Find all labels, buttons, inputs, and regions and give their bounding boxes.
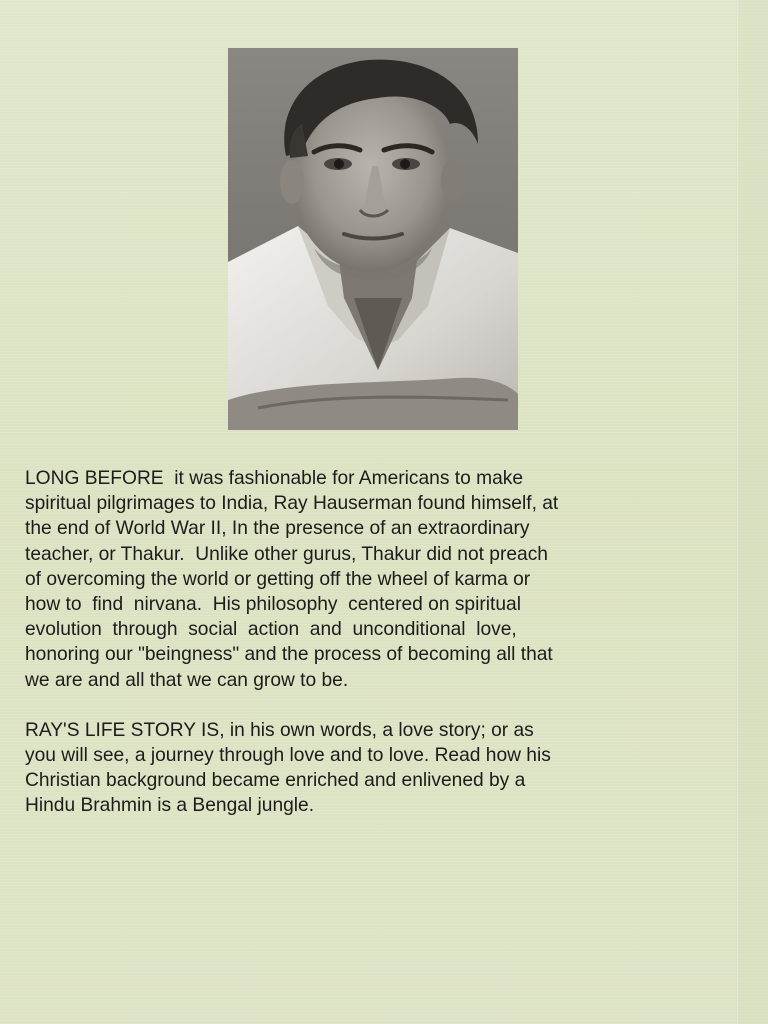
blurb-line: we are and all that we can grow to be. [25, 669, 349, 691]
blurb-line: of overcoming the world or getting off the wheel of karma or [25, 568, 531, 590]
blurb-line: Hindu Brahmin is a Bengal jungle. [25, 795, 315, 817]
back-cover-blurb [25, 466, 725, 819]
blurb-line: teacher, or Thakur. Unlike other gurus, Thakur did not preach [25, 543, 548, 565]
blurb-line: RAY'S LIFE STORY IS, in his own words, a love story; or as [25, 719, 534, 741]
paragraph-gap [25, 693, 725, 718]
spine-panel [739, 0, 768, 1024]
blurb-line: evolution through social action and unconditional love, [25, 619, 517, 641]
blurb-line: spiritual pilgrimages to India, Ray Hauserman found himself, at [25, 493, 559, 515]
blurb-line: the end of World War II, In the presence of an extraordinary [25, 518, 530, 540]
blurb-line: how to find nirvana. His philosophy centered on spiritual [25, 594, 521, 616]
author-photo [228, 48, 518, 430]
blurb-line: honoring our "beingness" and the process of becoming all that [25, 644, 553, 666]
author-portrait-icon [228, 48, 518, 430]
blurb-line: LONG BEFORE it was fashionable for Americans to make [25, 468, 524, 489]
blurb-line: Christian background became enriched and enlivened by a [25, 770, 526, 792]
blurb-paragraph-1 [25, 466, 725, 693]
blurb-line: you will see, a journey through love and to love. Read how his [25, 745, 551, 767]
blurb-paragraph-2 [25, 718, 725, 819]
